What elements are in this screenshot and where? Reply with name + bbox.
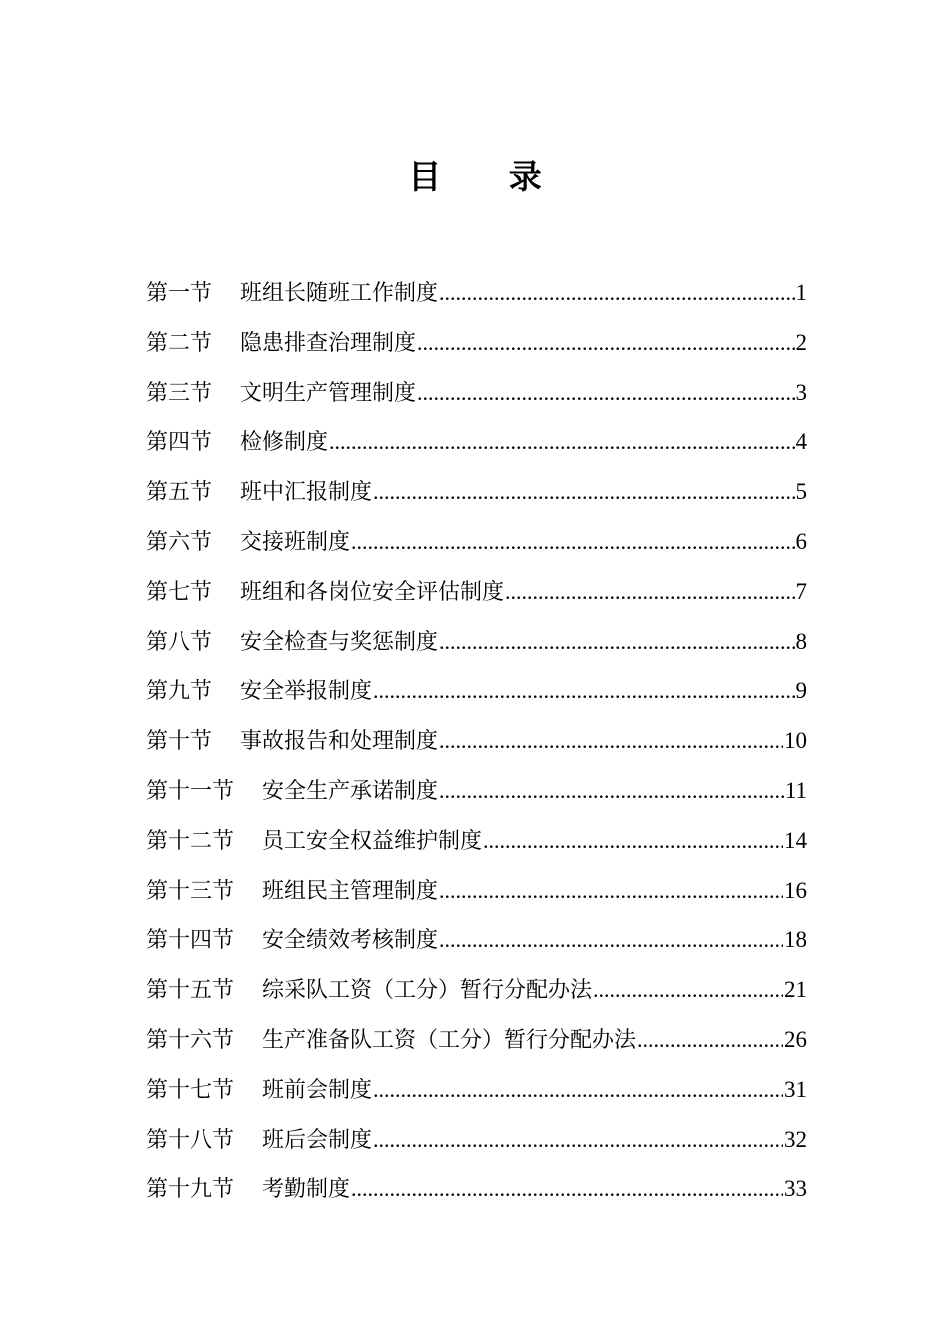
toc-entry[interactable] <box>146 666 807 716</box>
toc-entry[interactable] <box>146 617 807 667</box>
toc-section-title: 班组民主管理制度 <box>262 878 439 904</box>
toc-section-number: 第十四节 <box>146 928 235 954</box>
toc-dot-leader <box>329 417 794 467</box>
toc-entry[interactable] <box>146 1015 807 1065</box>
toc-page-number: 10 <box>784 728 807 754</box>
toc-dot-leader <box>417 318 794 368</box>
toc-section-number: 第五节 <box>146 480 213 506</box>
toc-dot-leader <box>593 965 783 1015</box>
toc-entry[interactable] <box>146 766 807 816</box>
toc-page-number: 26 <box>784 1026 807 1052</box>
toc-section-title: 安全检查与奖惩制度 <box>240 629 439 655</box>
toc-section-title: 员工安全权益维护制度 <box>262 828 483 854</box>
toc-section-title: 班组长随班工作制度 <box>240 281 439 306</box>
toc-dot-leader <box>505 567 794 617</box>
toc-page-number: 8 <box>795 628 807 654</box>
toc-section-title: 安全举报制度 <box>240 679 373 705</box>
toc-page-number: 5 <box>795 479 807 505</box>
toc-entry[interactable] <box>146 567 807 617</box>
toc-dot-leader <box>373 467 794 517</box>
toc-page-number: 16 <box>784 877 807 903</box>
toc-page-number: 18 <box>784 927 807 953</box>
toc-dot-leader <box>417 368 794 418</box>
toc-dot-leader <box>439 268 794 318</box>
toc-dot-leader <box>373 666 794 716</box>
toc-section-number: 第二节 <box>146 330 213 356</box>
toc-entry[interactable] <box>146 1065 807 1115</box>
toc-section-number: 第十六节 <box>146 1027 235 1053</box>
toc-entry[interactable] <box>146 866 807 916</box>
toc-page-number: 14 <box>784 827 807 853</box>
toc-section-title: 文明生产管理制度 <box>240 380 417 406</box>
toc-section-title: 检修制度 <box>240 430 329 456</box>
toc-page-number: 11 <box>784 777 807 803</box>
toc-section-number: 第十三节 <box>146 878 235 904</box>
toc-section-number: 第十七节 <box>146 1077 235 1103</box>
toc-page-number: 9 <box>795 678 807 704</box>
toc-section-number: 第三节 <box>146 380 213 406</box>
toc-section-number: 第四节 <box>146 430 213 456</box>
toc-section-number: 第一节 <box>146 281 213 306</box>
toc-section-number: 第十五节 <box>146 978 235 1004</box>
toc-dot-leader <box>439 617 794 667</box>
toc-entry[interactable] <box>146 467 807 517</box>
toc-section-number: 第十九节 <box>146 1177 235 1203</box>
toc-page-number: 7 <box>795 578 807 604</box>
toc-section-title: 事故报告和处理制度 <box>240 729 439 755</box>
toc-dot-leader <box>637 1015 783 1065</box>
toc-entry[interactable] <box>146 517 807 567</box>
toc-dot-leader <box>373 1065 783 1115</box>
toc-page-number: 1 <box>795 280 807 305</box>
toc-list <box>146 268 807 1214</box>
toc-section-title: 班组和各岗位安全评估制度 <box>240 579 505 605</box>
toc-section-number: 第七节 <box>146 579 213 605</box>
toc-page-number: 2 <box>795 329 807 355</box>
toc-page-number: 21 <box>784 977 807 1003</box>
toc-section-title: 安全绩效考核制度 <box>262 928 439 954</box>
toc-dot-leader <box>439 915 783 965</box>
toc-section-title: 安全生产承诺制度 <box>262 778 439 804</box>
toc-entry[interactable] <box>146 915 807 965</box>
toc-page-number: 3 <box>795 379 807 405</box>
toc-section-number: 第十一节 <box>146 778 235 804</box>
toc-entry[interactable] <box>146 716 807 766</box>
toc-entry[interactable] <box>146 368 807 418</box>
toc-section-title: 班后会制度 <box>262 1127 373 1153</box>
toc-section-title: 综采队工资（工分）暂行分配办法 <box>262 978 593 1004</box>
toc-page-number: 33 <box>784 1176 807 1202</box>
toc-entry[interactable] <box>146 1164 807 1214</box>
toc-section-title: 考勤制度 <box>262 1177 351 1203</box>
toc-entry[interactable] <box>146 417 807 467</box>
toc-dot-leader <box>351 517 794 567</box>
toc-page-number: 31 <box>784 1076 807 1102</box>
toc-title: 目 录 <box>408 157 570 196</box>
toc-entry[interactable] <box>146 318 807 368</box>
toc-section-number: 第六节 <box>146 529 213 555</box>
toc-section-number: 第十二节 <box>146 828 235 854</box>
toc-section-title: 生产准备队工资（工分）暂行分配办法 <box>262 1027 637 1053</box>
toc-dot-leader <box>439 716 783 766</box>
toc-section-title: 交接班制度 <box>240 529 351 555</box>
toc-entry[interactable] <box>146 816 807 866</box>
toc-section-number: 第十节 <box>146 729 213 755</box>
toc-dot-leader <box>483 816 783 866</box>
toc-section-number: 第九节 <box>146 679 213 705</box>
toc-section-title: 班中汇报制度 <box>240 480 373 506</box>
toc-section-title: 隐患排查治理制度 <box>240 330 417 356</box>
toc-dot-leader <box>439 766 784 816</box>
toc-page-number: 32 <box>784 1126 807 1152</box>
toc-page-number: 4 <box>795 429 807 455</box>
toc-entry[interactable] <box>146 268 807 318</box>
toc-section-number: 第十八节 <box>146 1127 235 1153</box>
toc-dot-leader <box>439 866 783 916</box>
toc-entry[interactable] <box>146 1115 807 1165</box>
toc-entry[interactable] <box>146 965 807 1015</box>
toc-section-title: 班前会制度 <box>262 1077 373 1103</box>
toc-dot-leader <box>351 1164 783 1214</box>
toc-section-number: 第八节 <box>146 629 213 655</box>
toc-page-number: 6 <box>795 528 807 554</box>
toc-dot-leader <box>373 1115 783 1165</box>
